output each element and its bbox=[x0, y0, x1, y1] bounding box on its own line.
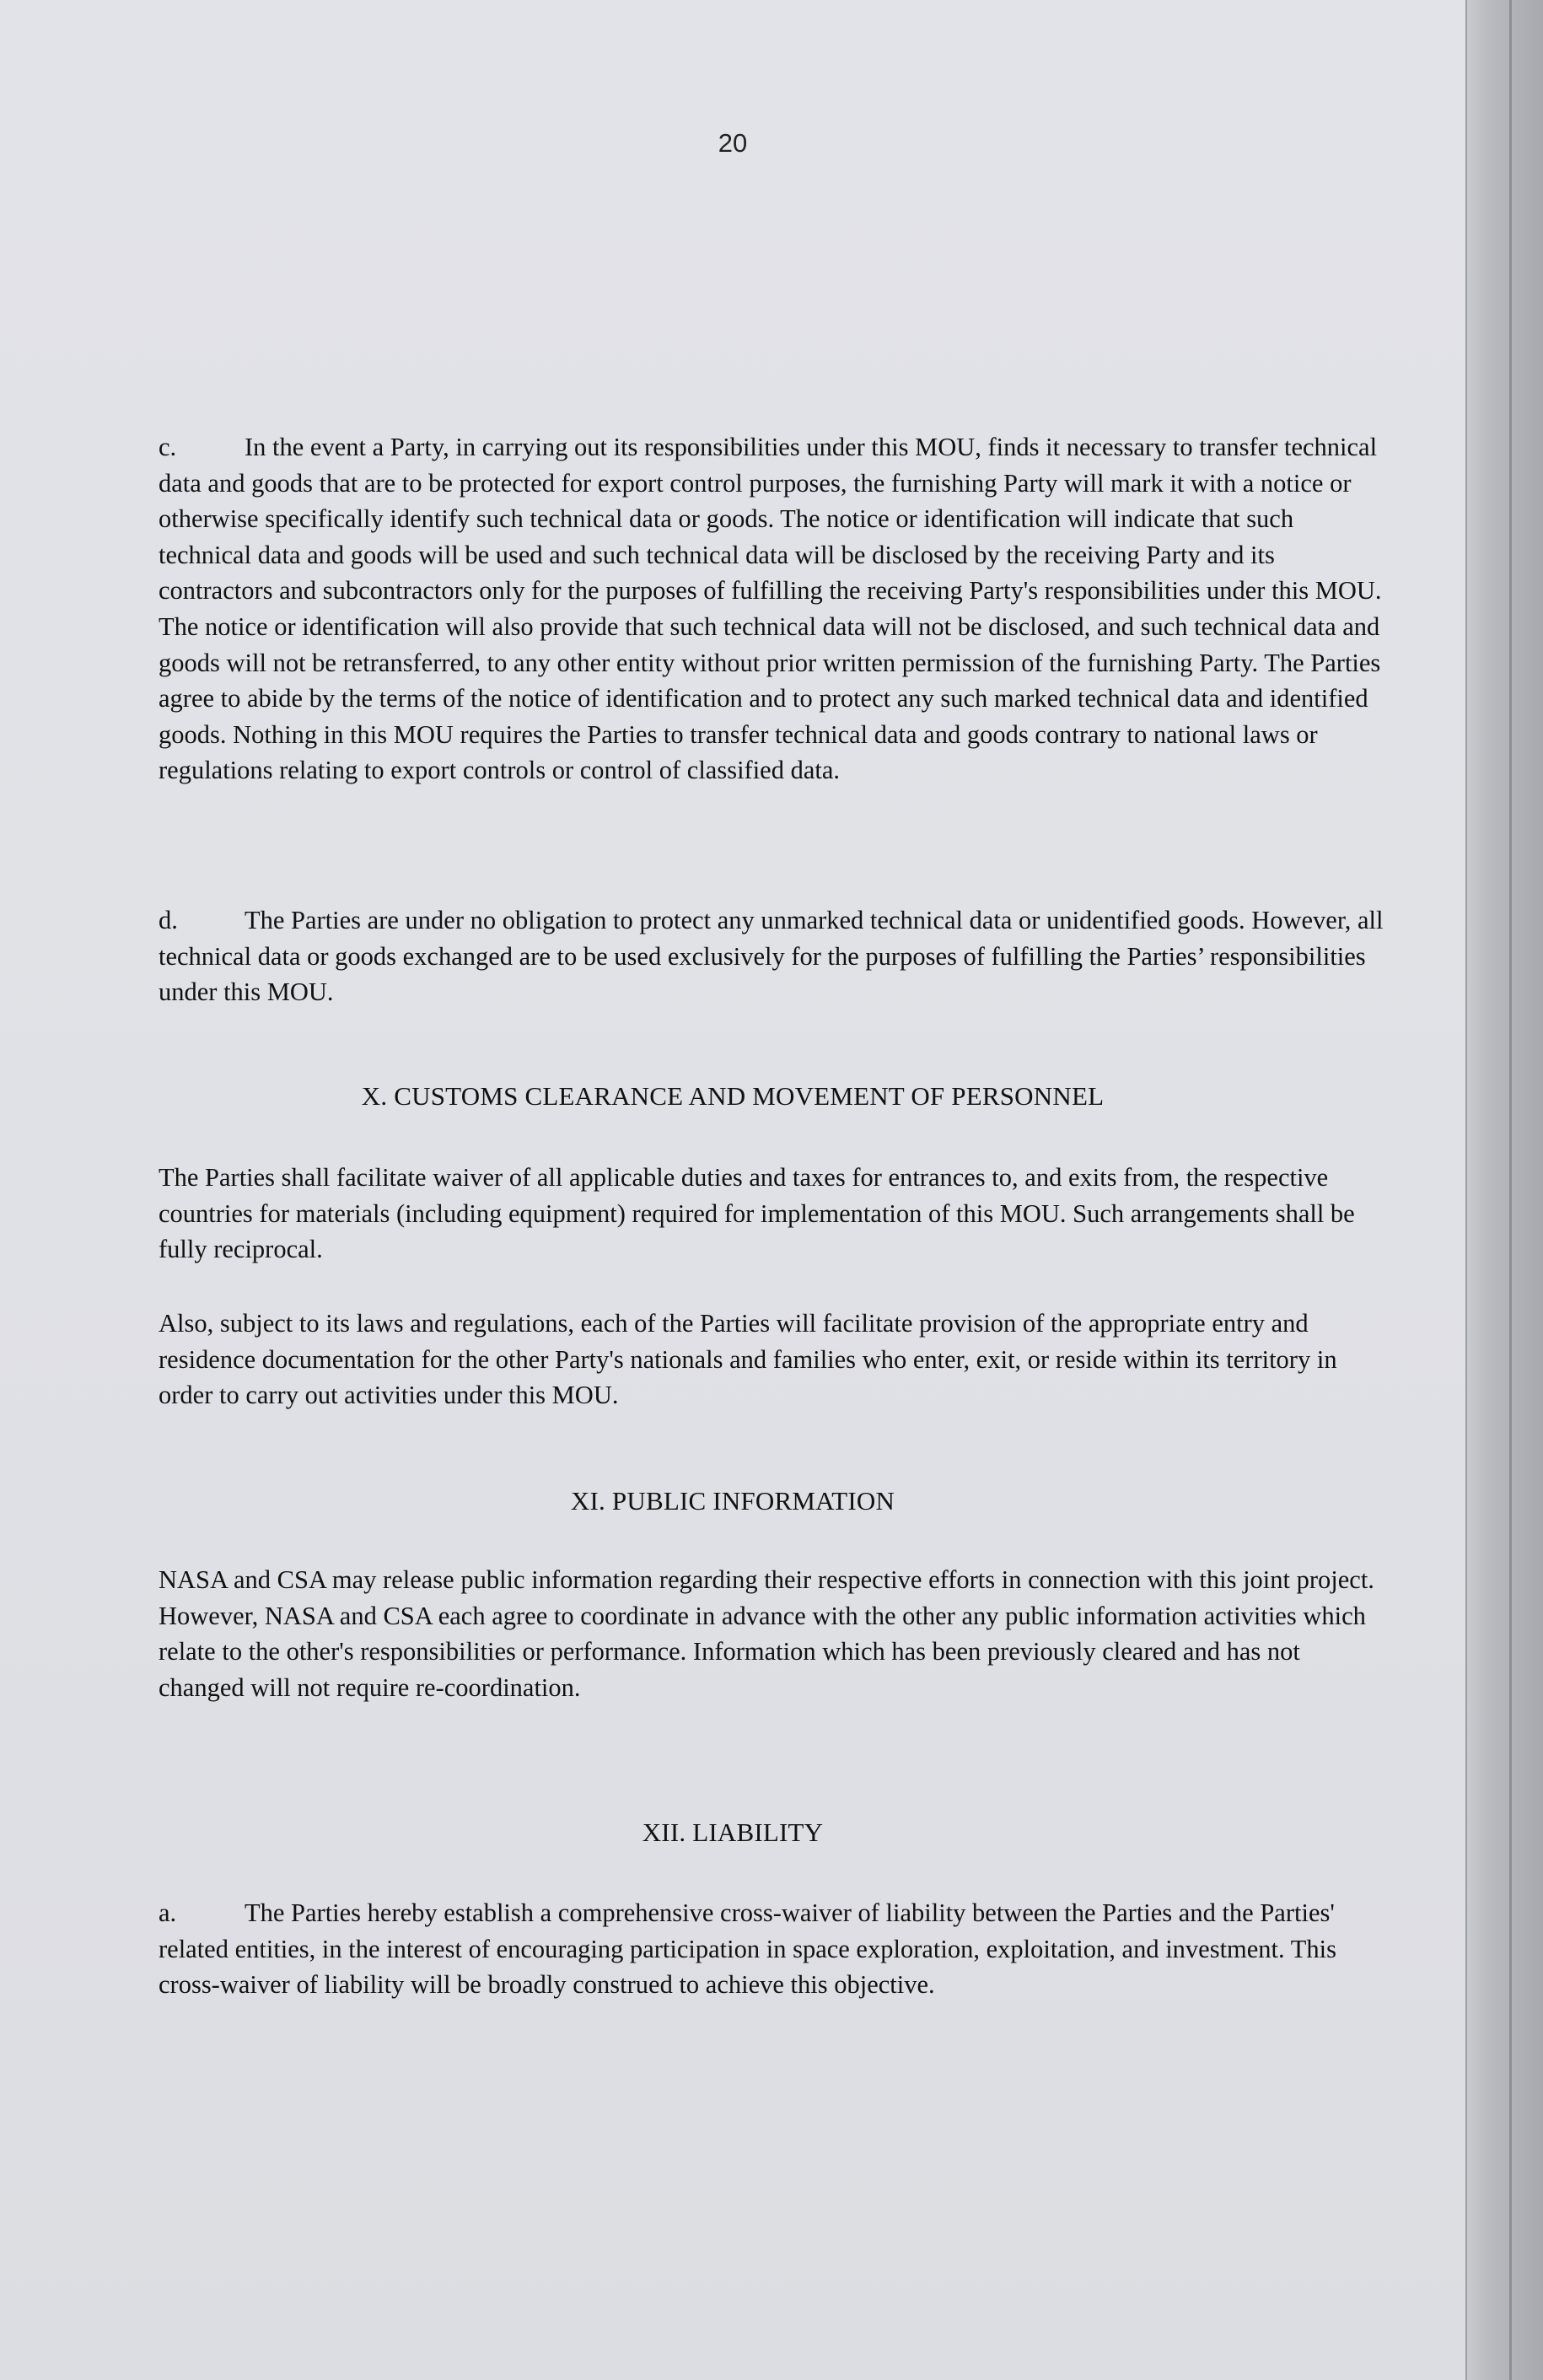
section-heading-xi: XI. PUBLIC INFORMATION bbox=[570, 1486, 895, 1516]
page-number: 20 bbox=[718, 128, 748, 158]
page-edge-shadow bbox=[1465, 0, 1543, 2380]
paragraph-label: a. bbox=[159, 1898, 177, 1927]
paragraph-label: d. bbox=[159, 906, 178, 934]
section-heading-xii: XII. LIABILITY bbox=[642, 1817, 824, 1847]
paragraph-label: c. bbox=[159, 433, 177, 461]
paragraph-xii-a bbox=[159, 1895, 1390, 2003]
paragraph-x-1 bbox=[159, 1160, 1390, 1268]
paragraph-xi-1 bbox=[159, 1562, 1390, 1705]
paragraph-text: The Parties hereby establish a comprehensive cross-waiver of liability between the Parties and the Parties' related entities, in the interest of encouraging participation in space exploration, exploitation, and investment. This cross-waiver of liability will be broadly construed to achieve this objective. bbox=[159, 1898, 1336, 2000]
page-edge-line bbox=[1509, 0, 1512, 2380]
paragraph-text: The Parties shall facilitate waiver of all applicable duties and taxes for entrances to, and exits from, the respective countries for materials (including equipment) required for implementation of this MOU. Such arrangements shall be fully reciprocal. bbox=[159, 1163, 1355, 1264]
paragraph-text: NASA and CSA may release public information regarding their respective efforts in connection with this joint project. However, NASA and CSA each agree to coordinate in advance with the other any public information activities which relate to the other's responsibilities or performance. Information which has been previously cleared and has not changed will not require re-coordination. bbox=[159, 1565, 1374, 1702]
paragraph-text: In the event a Party, in carrying out its responsibilities under this MOU, finds it necessary to transfer technical data and goods that are to be protected for export control purposes, the furnishing Party will mark it with a notice or otherwise specifically identify such technical data or goods. The notice or identification will indicate that such technical data and goods will be used and such technical data will be disclosed by the receiving Party and its contractors and subcontractors only for the purposes of fulfilling the receiving Party's responsibilities under this MOU. The notice or identification will also provide that such technical data will not be disclosed, and such technical data and goods will not be retransferred, to any other entity without prior written permission of the furnishing Party. The Parties agree to abide by the terms of the notice of identification and to protect any such marked technical data and identified goods. Nothing in this MOU requires the Parties to transfer technical data and goods contrary to national laws or regulations relating to export controls or control of classified data. bbox=[159, 433, 1382, 785]
paragraph-x-2 bbox=[159, 1306, 1390, 1413]
paragraph-ix-c bbox=[159, 429, 1390, 789]
section-heading-x: X. CUSTOMS CLEARANCE AND MOVEMENT OF PERSONNEL bbox=[361, 1081, 1105, 1111]
paragraph-ix-d bbox=[159, 902, 1390, 1010]
paragraph-text: The Parties are under no obligation to protect any unmarked technical data or unidentified goods. However, all technical data or goods exchanged are to be used exclusively for the purposes of fulfilling the Parties’ responsibilities under this MOU. bbox=[159, 906, 1384, 1007]
paragraph-text: Also, subject to its laws and regulations, each of the Parties will facilitate provision of the appropriate entry and residence documentation for the other Party's nationals and families who enter, exit, or reside within its territory in order to carry out activities under this MOU. bbox=[159, 1309, 1337, 1410]
